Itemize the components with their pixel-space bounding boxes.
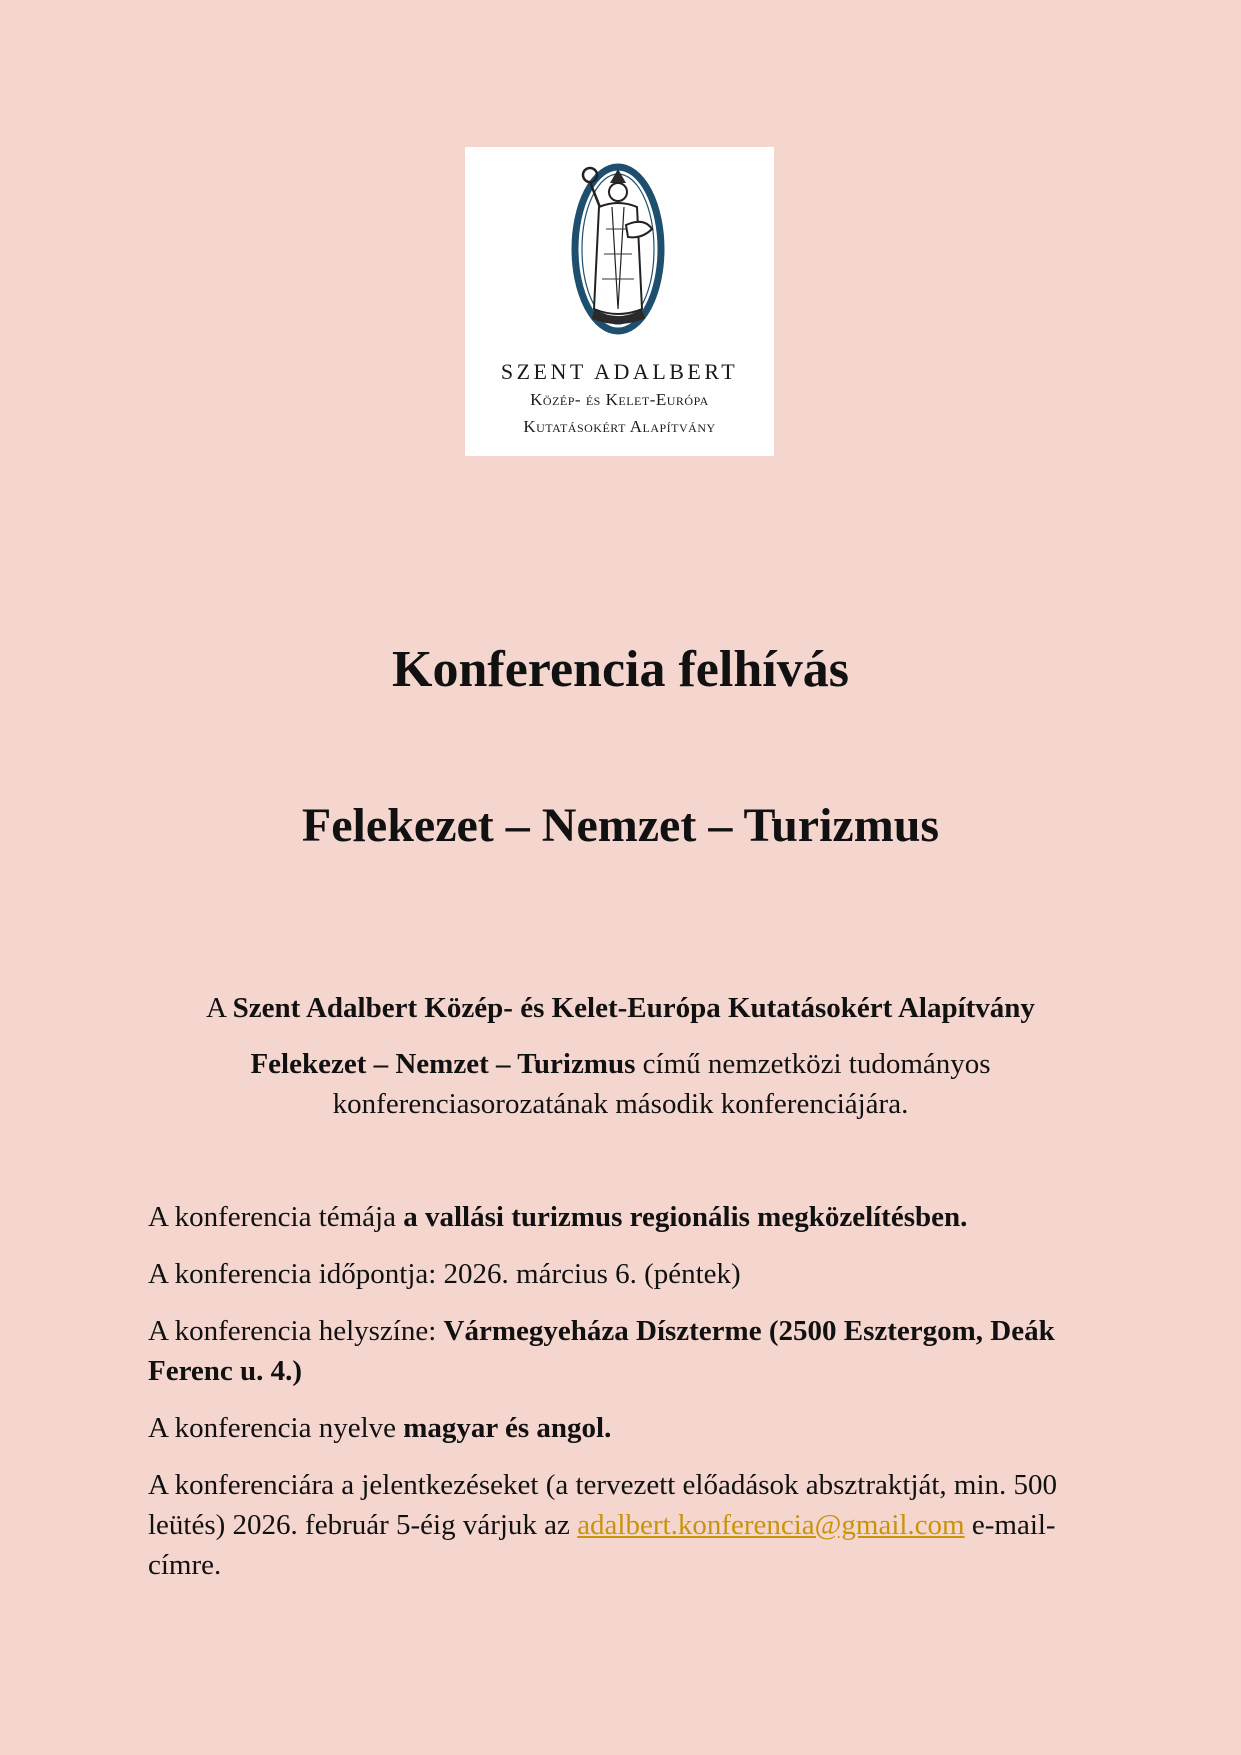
venue-label: A konferencia helyszíne:	[148, 1315, 444, 1347]
saint-adalbert-emblem-icon	[568, 159, 668, 337]
language-value: magyar és angol.	[403, 1412, 612, 1444]
intro-foundation-line	[120, 988, 1121, 1028]
logo-subtitle-line-1: Közép- és Kelet-Európa	[530, 390, 709, 409]
foundation-logo	[465, 147, 774, 456]
page-subtitle: Felekezet – Nemzet – Turizmus	[301, 799, 940, 852]
topic-label: A konferencia témája	[148, 1201, 404, 1233]
foundation-name: Szent Adalbert Közép- és Kelet-Európa Kutatásokért Alapítvány	[232, 992, 1035, 1024]
email-link[interactable]: adalbert.konferencia@gmail.com	[577, 1509, 965, 1541]
page-title: Konferencia felhívás	[392, 641, 849, 698]
series-name: Felekezet – Nemzet – Turizmus	[250, 1048, 636, 1080]
venue-line	[148, 1311, 1093, 1391]
topic-line	[148, 1197, 1093, 1237]
intro-series-paragraph	[120, 1044, 1121, 1124]
language-line	[148, 1408, 1093, 1448]
registration-text-1: A konferenciára a jelentkezéseket (a tervezett előadások absztraktját, min. 500 leütés) 2026. február 5-éig várjuk az	[148, 1469, 1058, 1541]
intro-prefix: A	[206, 992, 233, 1024]
topic-value: a vallási turizmus regionális megközelítésben.	[403, 1201, 968, 1233]
venue-value: Vármegyeháza Díszterme (2500 Esztergom, Deák Ferenc u. 4.)	[148, 1315, 1055, 1387]
registration-paragraph	[148, 1465, 1093, 1585]
language-label: A konferencia nyelve	[148, 1412, 404, 1444]
date-line: A konferencia időpontja: 2026. március 6. (péntek)	[148, 1258, 741, 1290]
series-description: című nemzetközi tudományos konferenciasorozatának második konferenciájára.	[332, 1048, 991, 1120]
registration-text-2: e-mail-címre.	[148, 1509, 1056, 1581]
logo-title: SZENT ADALBERT	[500, 359, 739, 384]
logo-subtitle-line-2: Kutatásokért Alapítvány	[523, 417, 716, 436]
conference-details	[148, 1197, 1093, 1602]
